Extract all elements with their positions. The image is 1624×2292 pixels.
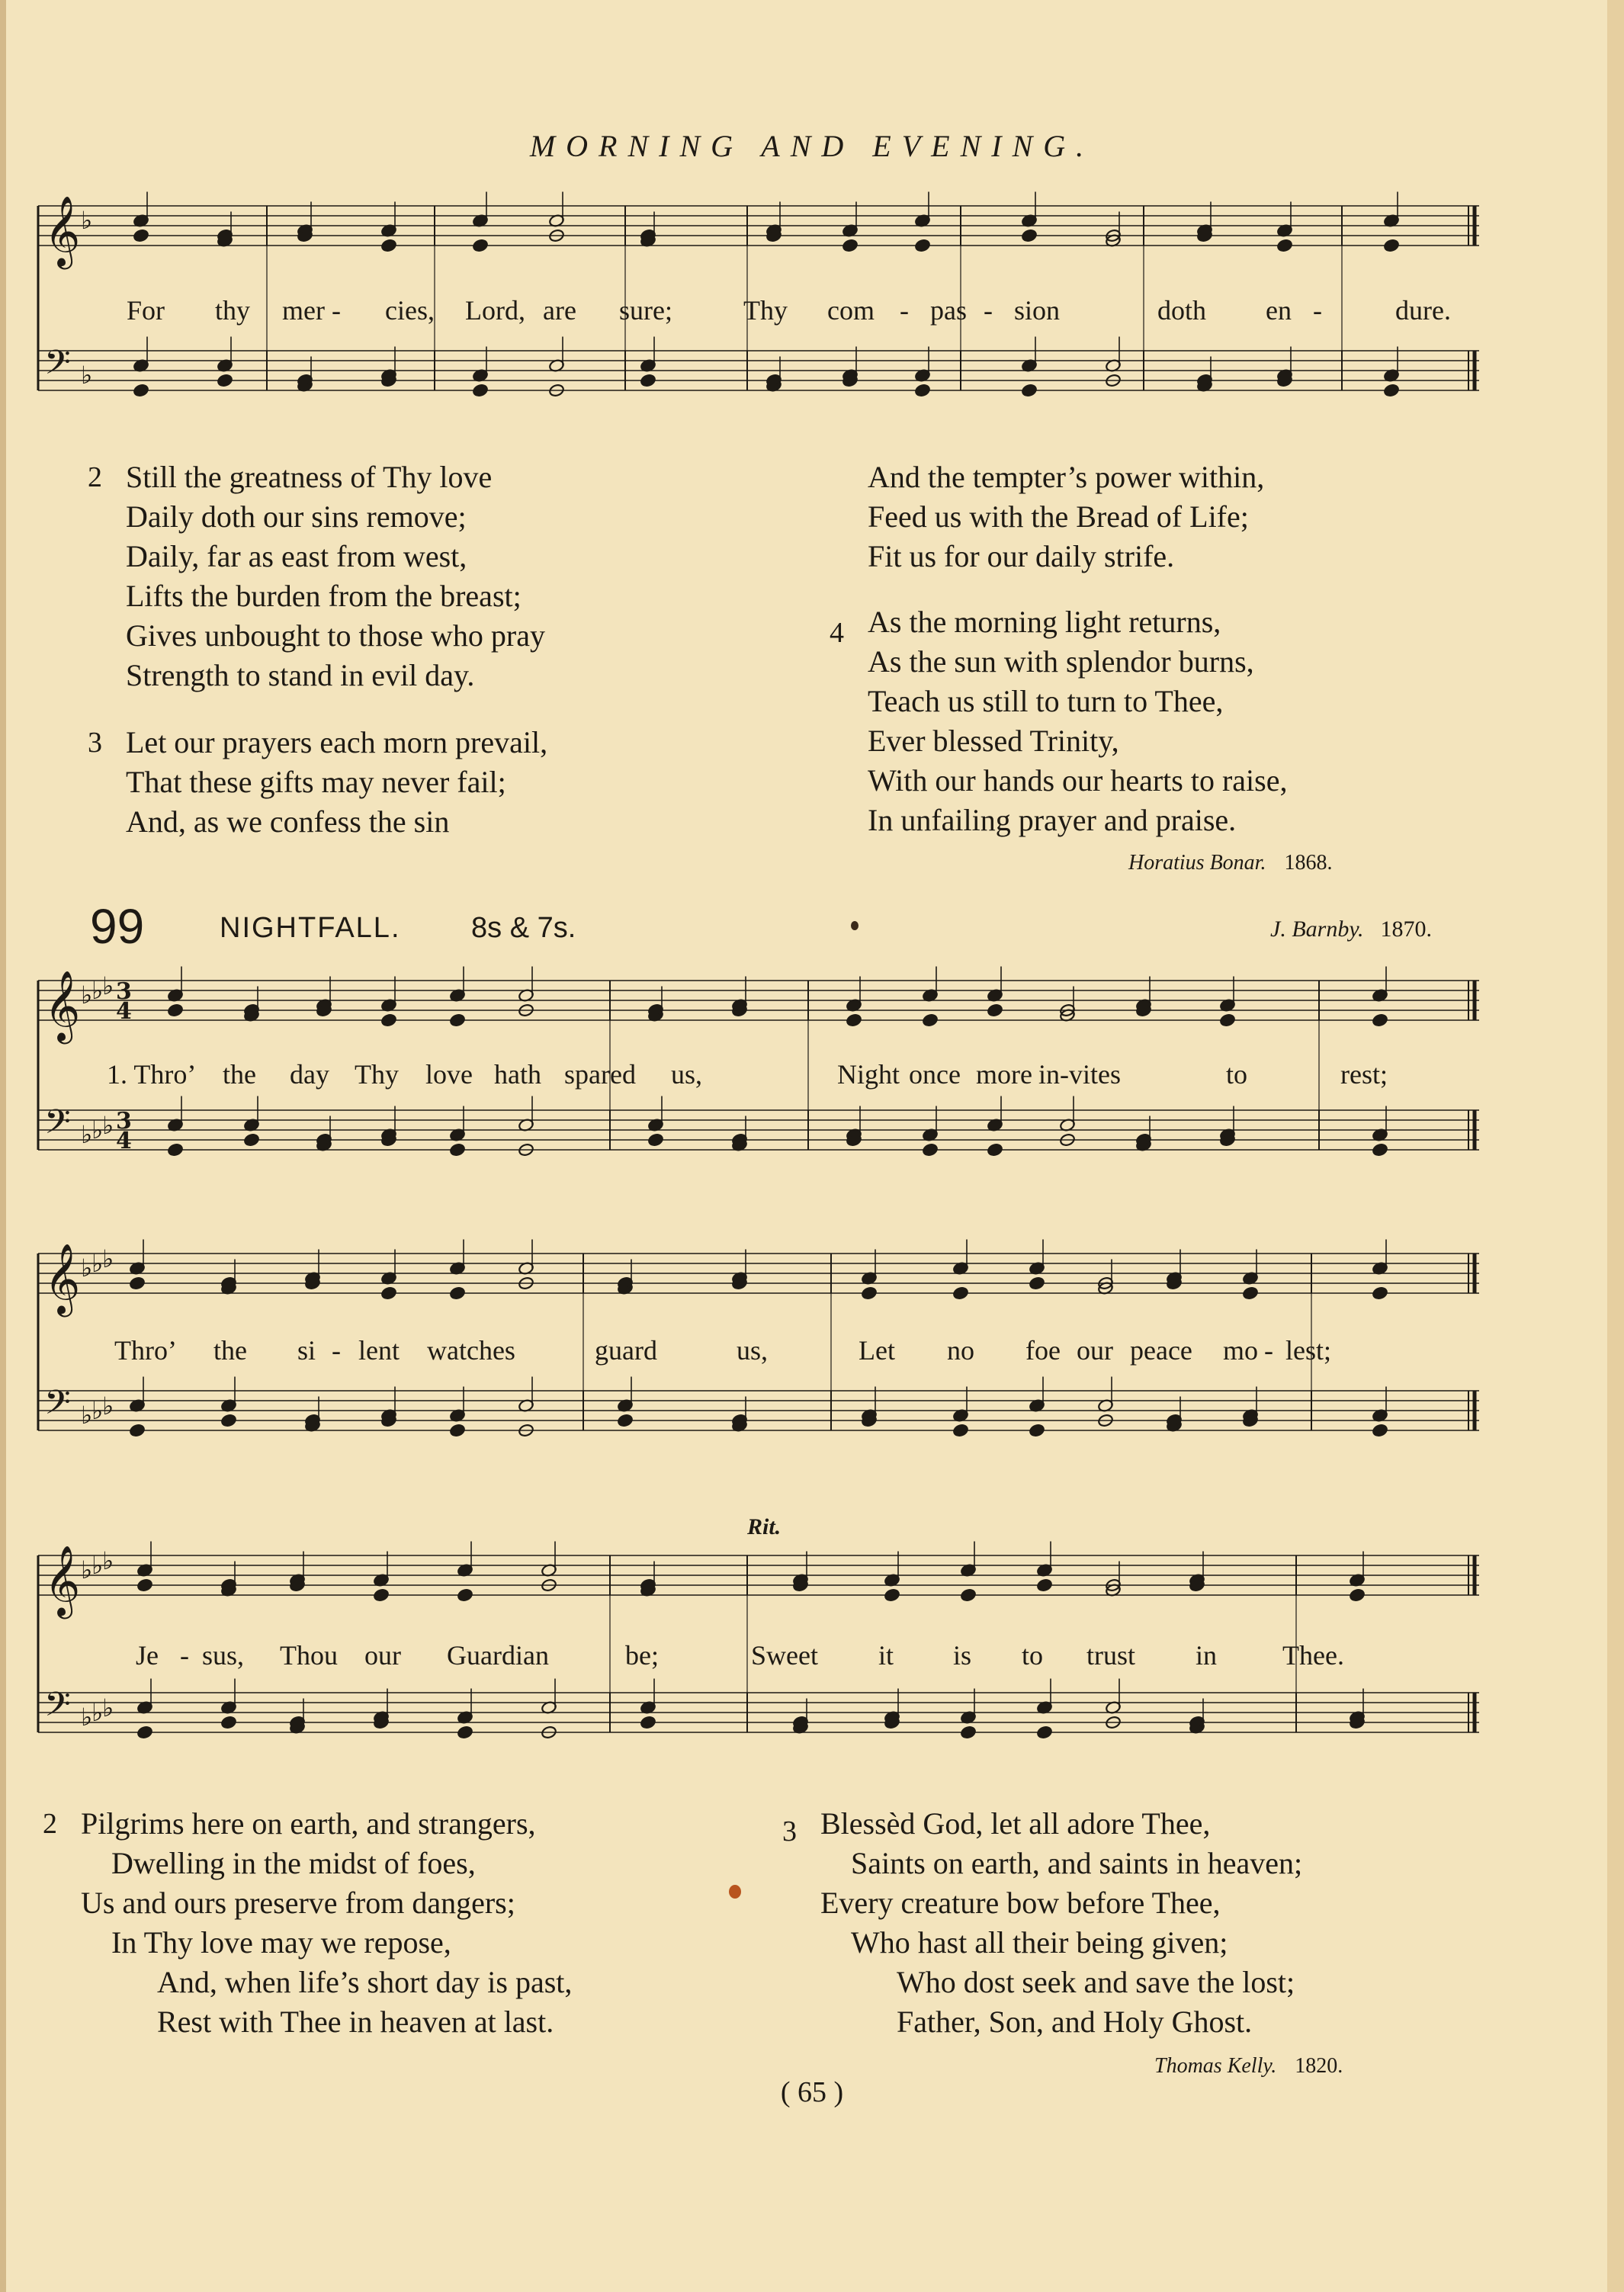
lyric: Guardian — [447, 1640, 549, 1671]
verse-line: As the morning light returns, — [868, 605, 1221, 639]
year: 1868. — [1284, 851, 1333, 875]
verse-line: In unfailing prayer and praise. — [868, 803, 1237, 837]
lyric: trust — [1086, 1640, 1136, 1671]
page-edge-left — [0, 0, 6, 2292]
tune-name: NIGHTFALL. — [220, 912, 401, 944]
note-head — [960, 1725, 976, 1739]
note-head — [1036, 1578, 1052, 1592]
key-flat: ♭ — [102, 971, 114, 1000]
verse-line: Daily, far as east from west, — [126, 539, 467, 573]
key-flat: ♭ — [102, 1392, 114, 1420]
note-head — [457, 1725, 473, 1739]
verse-line: Blessèd God, let all adore Thee, — [820, 1806, 1211, 1841]
verse-line: Let our prayers each morn prevail, — [126, 725, 548, 759]
lyric: the — [223, 1059, 256, 1090]
lyric: spared — [564, 1059, 636, 1090]
key-flat: ♭ — [102, 1693, 114, 1722]
lyric: pas — [930, 295, 967, 326]
verse-line: Feed us with the Bread of Life; — [868, 499, 1249, 534]
note-head — [217, 374, 233, 387]
verse-2-hymn99 — [43, 1804, 573, 2042]
note-head — [1276, 239, 1292, 252]
verse-line: Rest with Thee in heaven at last. — [157, 2005, 554, 2039]
note-head — [1029, 1424, 1045, 1437]
note-head — [987, 1143, 1003, 1157]
lyric: si — [297, 1335, 316, 1366]
lyric: mo — [1223, 1335, 1259, 1366]
note-head — [1021, 229, 1037, 242]
note-head — [914, 239, 930, 252]
verse-2-hymn98 — [88, 457, 545, 695]
composer — [1270, 916, 1432, 942]
note-head — [1372, 1286, 1388, 1300]
verse-line: Lifts the burden from the breast; — [126, 579, 522, 613]
lyric: dure. — [1395, 295, 1451, 326]
lyric: sure; — [619, 295, 672, 326]
verse-number: 3 — [782, 1815, 797, 1847]
lyric: - — [332, 1335, 341, 1366]
treble-clef: 𝄞 — [44, 970, 81, 1041]
lyric: the — [213, 1335, 247, 1366]
lyric: Thou — [280, 1640, 338, 1671]
ink-mark — [851, 921, 859, 930]
verse-line: Saints on earth, and saints in heaven; — [851, 1846, 1303, 1880]
lyric: Let — [859, 1335, 895, 1366]
lyric: more — [976, 1059, 1032, 1090]
note-head — [129, 1276, 145, 1290]
verse-line: Ever blessed Trinity, — [868, 724, 1119, 758]
lyric: our — [364, 1640, 401, 1671]
note-head — [449, 1013, 465, 1027]
lyric: cies, — [385, 295, 435, 326]
lyric: lest; — [1285, 1335, 1331, 1366]
music-system-hymn98 — [30, 191, 1494, 427]
verse-line: And the tempter’s power within, — [868, 460, 1265, 494]
page-edge-right — [1607, 0, 1624, 2292]
lyric: guard — [595, 1335, 657, 1366]
lyric: doth — [1157, 295, 1207, 326]
lyric: - — [1264, 1335, 1273, 1366]
verse-line: Daily doth our sins remove; — [126, 499, 467, 534]
composer-name: J. Barnby. — [1270, 916, 1364, 942]
verse-number: 3 — [88, 727, 102, 759]
key-flat: ♭ — [81, 1120, 93, 1149]
lyric: Thy — [743, 295, 788, 326]
note-head — [884, 1588, 900, 1602]
lyric: Sweet — [751, 1640, 818, 1671]
note-head — [640, 1716, 656, 1729]
lyric: lent — [358, 1335, 400, 1366]
composer-year: 1870. — [1380, 916, 1432, 942]
music-system-hymn99-3 — [30, 1540, 1494, 1777]
note-head — [1036, 1725, 1052, 1739]
verse-line: Strength to stand in evil day. — [126, 658, 475, 692]
lyric: are — [543, 295, 576, 326]
note-head — [220, 1716, 236, 1729]
note-head — [1219, 1013, 1235, 1027]
verse-number: 2 — [43, 1808, 57, 1840]
note-head — [380, 1286, 396, 1300]
note-head — [846, 1013, 862, 1027]
lyric: Je — [136, 1640, 159, 1671]
lyric: rest; — [1340, 1059, 1388, 1090]
key-flat: ♭ — [81, 1555, 93, 1584]
lyric: thy — [215, 295, 251, 326]
verse-line: Us and ours preserve from dangers; — [81, 1886, 515, 1920]
verse-line: As the sun with splendor burns, — [868, 644, 1254, 679]
bass-clef: 𝄢 — [44, 1382, 71, 1430]
verse-line: Who hast all their being given; — [851, 1925, 1228, 1960]
lyric: sus, — [202, 1640, 245, 1671]
lyric: sion — [1014, 295, 1061, 326]
lyric: mer - — [282, 295, 341, 326]
verse-line: Who dost seek and save the lost; — [897, 1965, 1295, 1999]
note-head — [167, 1003, 183, 1017]
note-head — [960, 1588, 976, 1602]
verse-line: That these gifts may never fail; — [126, 765, 506, 799]
key-flat: ♭ — [81, 1703, 93, 1732]
verse-4-hymn98 — [830, 602, 1288, 840]
music-system-hymn99-1 — [30, 965, 1494, 1194]
treble-clef: 𝄞 — [44, 195, 81, 266]
lyric: day — [290, 1059, 329, 1090]
lyric: it — [878, 1640, 894, 1671]
note-head — [133, 229, 149, 242]
key-flat: ♭ — [81, 1401, 93, 1430]
key-flat: ♭ — [81, 1254, 93, 1282]
key-flat: ♭ — [102, 1546, 114, 1575]
lyrics-hymn99-line1 — [30, 1058, 1494, 1093]
lyric: watches — [427, 1335, 515, 1366]
lyric: love — [425, 1059, 473, 1090]
lyric: - — [984, 295, 993, 326]
key-flat: ♭ — [81, 981, 93, 1010]
attribution-hymn98 — [1128, 851, 1332, 875]
note-head — [1349, 1588, 1365, 1602]
note-head — [449, 1143, 465, 1157]
verse-line: Still the greatness of Thy love — [126, 460, 493, 494]
tempo-mark: Rit. — [747, 1514, 782, 1539]
treble-clef: 𝄞 — [44, 1545, 81, 1616]
note-head — [243, 1133, 259, 1147]
lyric: - — [900, 295, 909, 326]
time-signature-bottom: 4 — [116, 998, 132, 1025]
note-head — [373, 1588, 389, 1602]
lyric: Thro’ — [114, 1335, 177, 1366]
verse-line: Dwelling in the midst of foes, — [111, 1846, 476, 1880]
verse-line: Father, Son, and Holy Ghost. — [897, 2005, 1253, 2039]
verse-line: And, when life’s short day is past, — [157, 1965, 573, 1999]
lyric: in-vites — [1038, 1059, 1121, 1090]
note-head — [1029, 1276, 1045, 1290]
bass-clef: 𝄢 — [44, 342, 71, 390]
lyrics-hymn98 — [30, 294, 1494, 329]
note-head — [987, 1003, 1003, 1017]
ink-stain — [729, 1885, 741, 1899]
key-flat: ♭ — [91, 1551, 104, 1580]
lyric: Lord, — [465, 295, 525, 326]
lyric: to — [1022, 1640, 1044, 1671]
verse-3-hymn98-continued — [868, 457, 1264, 576]
lyric: us, — [737, 1335, 769, 1366]
verse-number: 4 — [830, 617, 844, 649]
lyric: Night — [837, 1059, 900, 1090]
note-head — [1372, 1143, 1388, 1157]
time-signature-bottom: 4 — [116, 1128, 132, 1154]
note-head — [922, 1013, 938, 1027]
lyric: - — [180, 1640, 189, 1671]
key-flat: ♭ — [102, 1111, 114, 1140]
note-head — [1383, 239, 1399, 252]
note-head — [842, 239, 858, 252]
key-flat: ♭ — [81, 206, 93, 235]
verse-line: Fit us for our daily strife. — [868, 539, 1175, 573]
author: Thomas Kelly. — [1154, 2054, 1277, 2078]
lyric: in — [1196, 1640, 1218, 1671]
hymn-header-99 — [90, 898, 1432, 959]
note-head — [136, 1725, 152, 1739]
lyric: Thy — [355, 1059, 399, 1090]
verse-line: With our hands our hearts to raise, — [868, 763, 1288, 798]
lyrics-hymn99-line2 — [30, 1334, 1494, 1369]
key-flat: ♭ — [81, 361, 93, 390]
verse-line: Gives unbought to those who pray — [126, 618, 545, 653]
author: Horatius Bonar. — [1128, 851, 1266, 875]
bass-clef: 𝄢 — [44, 1102, 71, 1150]
note-head — [449, 1286, 465, 1300]
note-head — [1383, 384, 1399, 397]
verse-number: 2 — [88, 461, 102, 493]
note-head — [1021, 384, 1037, 397]
lyric: once — [909, 1059, 961, 1090]
note-head — [640, 374, 656, 387]
note-head — [129, 1424, 145, 1437]
key-flat: ♭ — [91, 1249, 104, 1278]
lyric: is — [953, 1640, 972, 1671]
year: 1820. — [1295, 2054, 1343, 2078]
bass-clef: 𝄢 — [44, 1684, 71, 1732]
time-signature-top: 3 — [116, 978, 132, 1005]
note-head — [380, 1013, 396, 1027]
page-number: ( 65 ) — [780, 2076, 844, 2108]
note-head — [1372, 1013, 1388, 1027]
note-head — [167, 1143, 183, 1157]
note-head — [1372, 1424, 1388, 1437]
lyric: us, — [671, 1059, 703, 1090]
key-flat: ♭ — [102, 1244, 114, 1273]
note-head — [133, 384, 149, 397]
key-flat: ♭ — [91, 1116, 104, 1144]
lyric: For — [127, 295, 165, 326]
note-head — [914, 384, 930, 397]
lyric: to — [1226, 1059, 1248, 1090]
note-head — [647, 1133, 663, 1147]
note-head — [922, 1143, 938, 1157]
note-head — [617, 1414, 633, 1427]
lyric: - — [1313, 295, 1322, 326]
lyric: peace — [1130, 1335, 1192, 1366]
key-flat: ♭ — [91, 1396, 104, 1425]
verse-line: In Thy love may we repose, — [111, 1925, 451, 1960]
lyric: our — [1077, 1335, 1113, 1366]
note-head — [457, 1588, 473, 1602]
hymn-number: 99 — [90, 899, 145, 954]
key-flat: ♭ — [91, 1698, 104, 1727]
note-head — [220, 1414, 236, 1427]
key-flat: ♭ — [91, 976, 104, 1005]
note-head — [136, 1578, 152, 1592]
lyric: 1. Thro’ — [107, 1059, 197, 1090]
treble-clef: 𝄞 — [44, 1243, 81, 1314]
verse-3-hymn98 — [88, 723, 548, 842]
note-head — [472, 239, 488, 252]
meter: 8s & 7s. — [471, 912, 576, 944]
lyric: Thee. — [1282, 1640, 1344, 1671]
lyric: foe — [1025, 1335, 1061, 1366]
note-head — [472, 384, 488, 397]
verse-3-hymn99 — [782, 1804, 1303, 2042]
note-head — [952, 1286, 968, 1300]
time-signature-top: 3 — [116, 1108, 132, 1135]
note-head — [449, 1424, 465, 1437]
lyric: en — [1266, 295, 1292, 326]
note-head — [1242, 1286, 1258, 1300]
note-head — [861, 1286, 877, 1300]
verse-line: Every creature bow before Thee, — [820, 1886, 1221, 1920]
note-head — [952, 1424, 968, 1437]
lyric: be; — [625, 1640, 659, 1671]
lyric: no — [947, 1335, 974, 1366]
lyrics-hymn99-line3 — [30, 1639, 1494, 1674]
running-head: MORNING AND EVENING. — [529, 129, 1095, 163]
lyric: hath — [494, 1059, 541, 1090]
verse-line: And, as we confess the sin — [126, 804, 450, 839]
lyric: com — [827, 295, 875, 326]
verse-line: Teach us still to turn to Thee, — [868, 684, 1224, 718]
note-head — [380, 239, 396, 252]
music-system-hymn99-2 — [30, 1238, 1494, 1475]
verse-line: Pilgrims here on earth, and strangers, — [81, 1806, 536, 1841]
